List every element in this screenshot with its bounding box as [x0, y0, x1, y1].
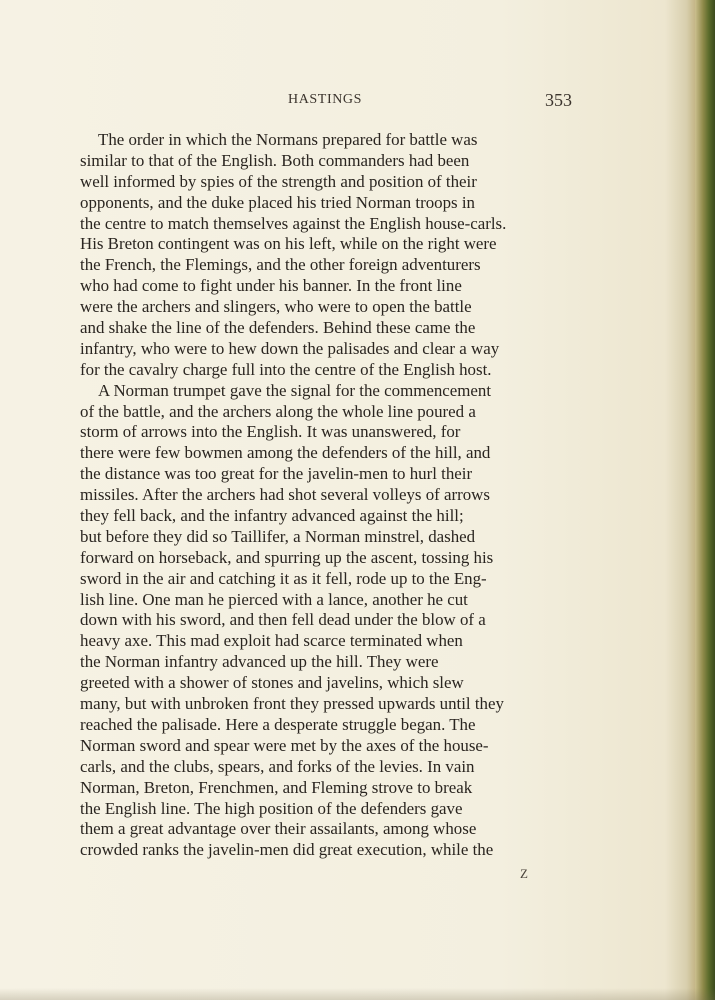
- text-line-28: many, but with unbroken front they pressed upwards until they: [80, 694, 504, 714]
- text-line-30: Norman sword and spear were met by the axes of the house-: [80, 735, 489, 755]
- text-line-5: the centre to match themselves against the English house-carls.: [80, 213, 507, 233]
- text-line-34: them a great advantage over their assailants, among whose: [80, 819, 477, 839]
- text-line-13: A Norman trumpet gave the signal for the commencement: [98, 380, 492, 400]
- text-line-8: who had come to fight under his banner. In the front line: [80, 276, 462, 296]
- page-number: 353: [545, 90, 572, 110]
- text-line-7: the French, the Flemings, and the other foreign adventurers: [80, 255, 481, 275]
- running-head: HASTINGS: [287, 92, 363, 107]
- text-line-19: they fell back, and the infantry advanced against the hill;: [80, 506, 464, 526]
- text-line-6: His Breton contingent was on his left, while on the right were: [80, 234, 497, 254]
- text-line-1: The order in which the Normans prepared for battle was: [98, 130, 478, 149]
- text-line-3: well informed by spies of the strength and position of their: [80, 171, 477, 191]
- text-line-16: there were few bowmen among the defenders of the hill, and: [80, 443, 491, 463]
- text-line-18: missiles. After the archers had shot several volleys of arrows: [80, 485, 490, 505]
- text-line-33: the English line. The high position of the defenders gave: [80, 798, 463, 818]
- text-line-9: were the archers and slingers, who were to open the battle: [80, 297, 472, 317]
- text-line-20: but before they did so Taillifer, a Norman minstrel, dashed: [80, 526, 476, 546]
- text-line-24: down with his sword, and then fell dead under the blow of a: [80, 610, 486, 630]
- text-line-21: forward on horseback, and spurring up the ascent, tossing his: [80, 547, 494, 567]
- text-line-35: crowded ranks the javelin-men did great execution, while the: [80, 840, 494, 860]
- body-text: [80, 130, 572, 861]
- bottom-edge-shadow: [0, 988, 715, 1000]
- text-line-22: sword in the air and catching it as it fell, rode up to the Eng-: [80, 568, 487, 588]
- text-line-12: for the cavalry charge full into the centre of the English host.: [80, 359, 492, 379]
- text-line-32: Norman, Breton, Frenchmen, and Fleming strove to break: [80, 777, 473, 797]
- signature-mark: Z: [520, 866, 528, 881]
- text-line-2: similar to that of the English. Both commanders had been: [80, 150, 470, 170]
- text-line-31: carls, and the clubs, spears, and forks of the levies. In vain: [80, 756, 475, 776]
- page-edge-shadow: [695, 0, 715, 1000]
- text-line-11: infantry, who were to hew down the palisades and clear a way: [80, 338, 500, 358]
- text-line-17: the distance was too great for the javelin-men to hurl their: [80, 464, 473, 484]
- text-line-15: storm of arrows into the English. It was unanswered, for: [80, 422, 461, 442]
- text-line-10: and shake the line of the defenders. Behind these came the: [80, 318, 476, 338]
- text-line-29: reached the palisade. Here a desperate struggle began. The: [80, 714, 476, 734]
- text-line-27: greeted with a shower of stones and javelins, which slew: [80, 673, 464, 693]
- text-line-4: opponents, and the duke placed his tried Norman troops in: [80, 192, 475, 212]
- text-line-14: of the battle, and the archers along the whole line poured a: [80, 401, 476, 421]
- text-line-23: lish line. One man he pierced with a lance, another he cut: [80, 589, 468, 609]
- text-line-26: the Norman infantry advanced up the hill. They were: [80, 652, 439, 672]
- page-header: [78, 92, 572, 112]
- text-line-25: heavy axe. This mad exploit had scarce terminated when: [80, 631, 463, 651]
